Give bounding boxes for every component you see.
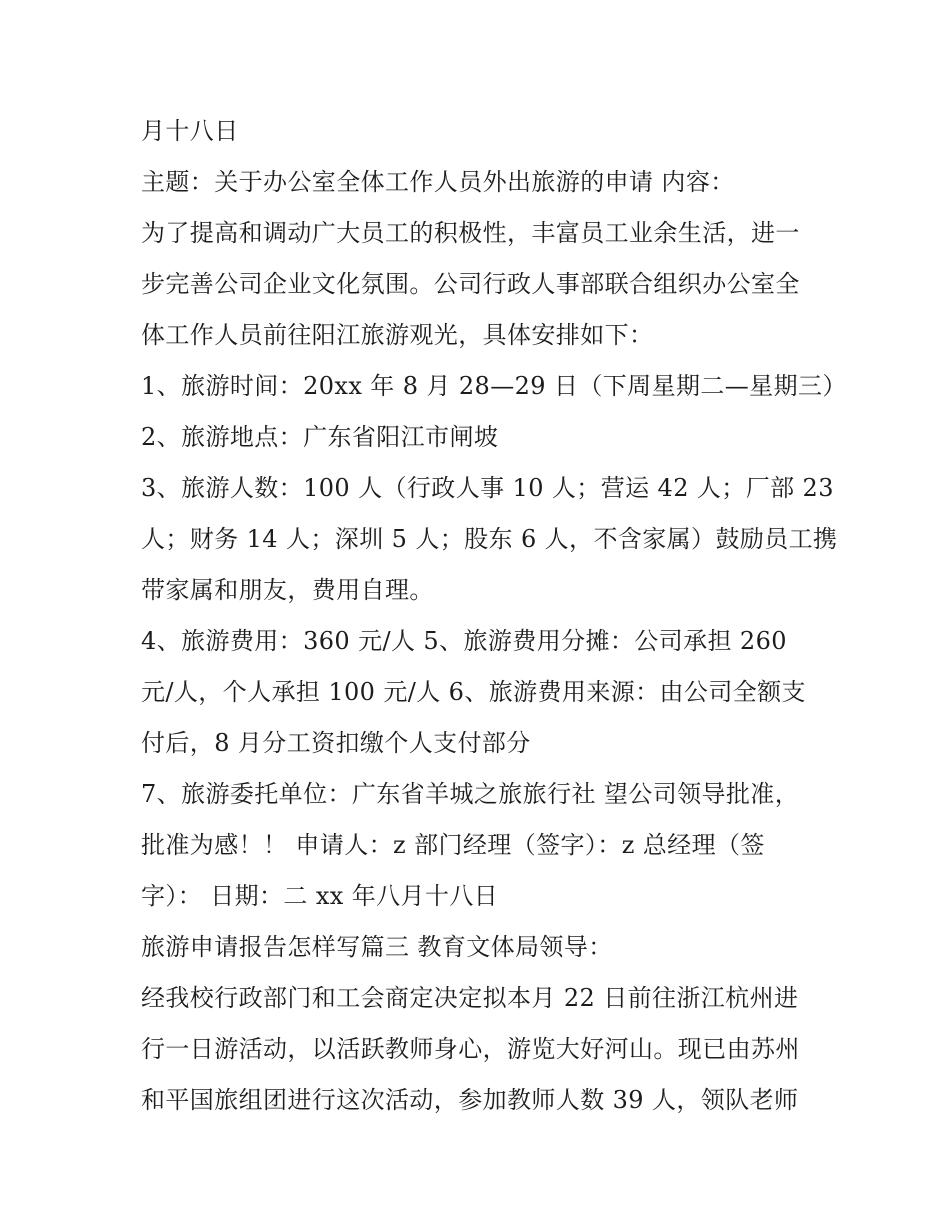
text-line: 经我校行政部门和工会商定决定拟本月 22 日前往浙江杭州进 [141,984,799,1012]
text-line: 字）： 日期：二 xx 年八月十八日 [141,882,499,910]
text-line: 体工作人员前往阳江旅游观光，具体安排如下： [141,321,654,349]
text-line: 批准为感！！ 申请人：z 部门经理（签字）：z 总经理（签 [141,831,765,859]
text-line: 月十八日 [141,117,239,145]
text-line: 旅游申请报告怎样写篇三 教育文体局领导： [141,933,613,961]
text-line: 步完善公司企业文化氛围。公司行政人事部联合组织办公室全 [141,270,800,298]
text-line: 元/人，个人承担 100 元/人 6、旅游费用来源：由公司全额支 [141,678,806,706]
text-line: 付后，8 月分工资扣缴个人支付部分 [141,729,531,757]
text-line: 为了提高和调动广大员工的积极性，丰富员工业余生活，进一 [141,219,800,247]
text-line: 和平国旅组团进行这次活动，参加教师人数 39 人，领队老师 [141,1086,799,1114]
text-line: 4、旅游费用：360 元/人 5、旅游费用分摊：公司承担 260 [141,627,787,655]
text-line: 人；财务 14 人；深圳 5 人；股东 6 人，不含家属）鼓励员工携 [141,525,838,553]
document-body [141,106,847,1126]
text-line: 3、旅游人数：100 人（行政人事 10 人；营运 42 人；厂部 23 [141,474,834,502]
text-line: 1、旅游时间：20xx 年 8 月 28—29 日（下周星期二—星期三） [141,372,847,400]
text-line: 7、旅游委托单位：广东省羊城之旅旅行社 望公司领导批准， [141,780,800,808]
text-line: 主题：关于办公室全体工作人员外出旅游的申请 内容： [141,168,735,196]
text-line: 带家属和朋友，费用自理。 [141,576,434,604]
text-line: 行一日游活动，以活跃教师身心，游览大好河山。现已由苏州 [141,1035,800,1063]
text-line: 2、旅游地点：广东省阳江市闸坡 [141,423,499,451]
